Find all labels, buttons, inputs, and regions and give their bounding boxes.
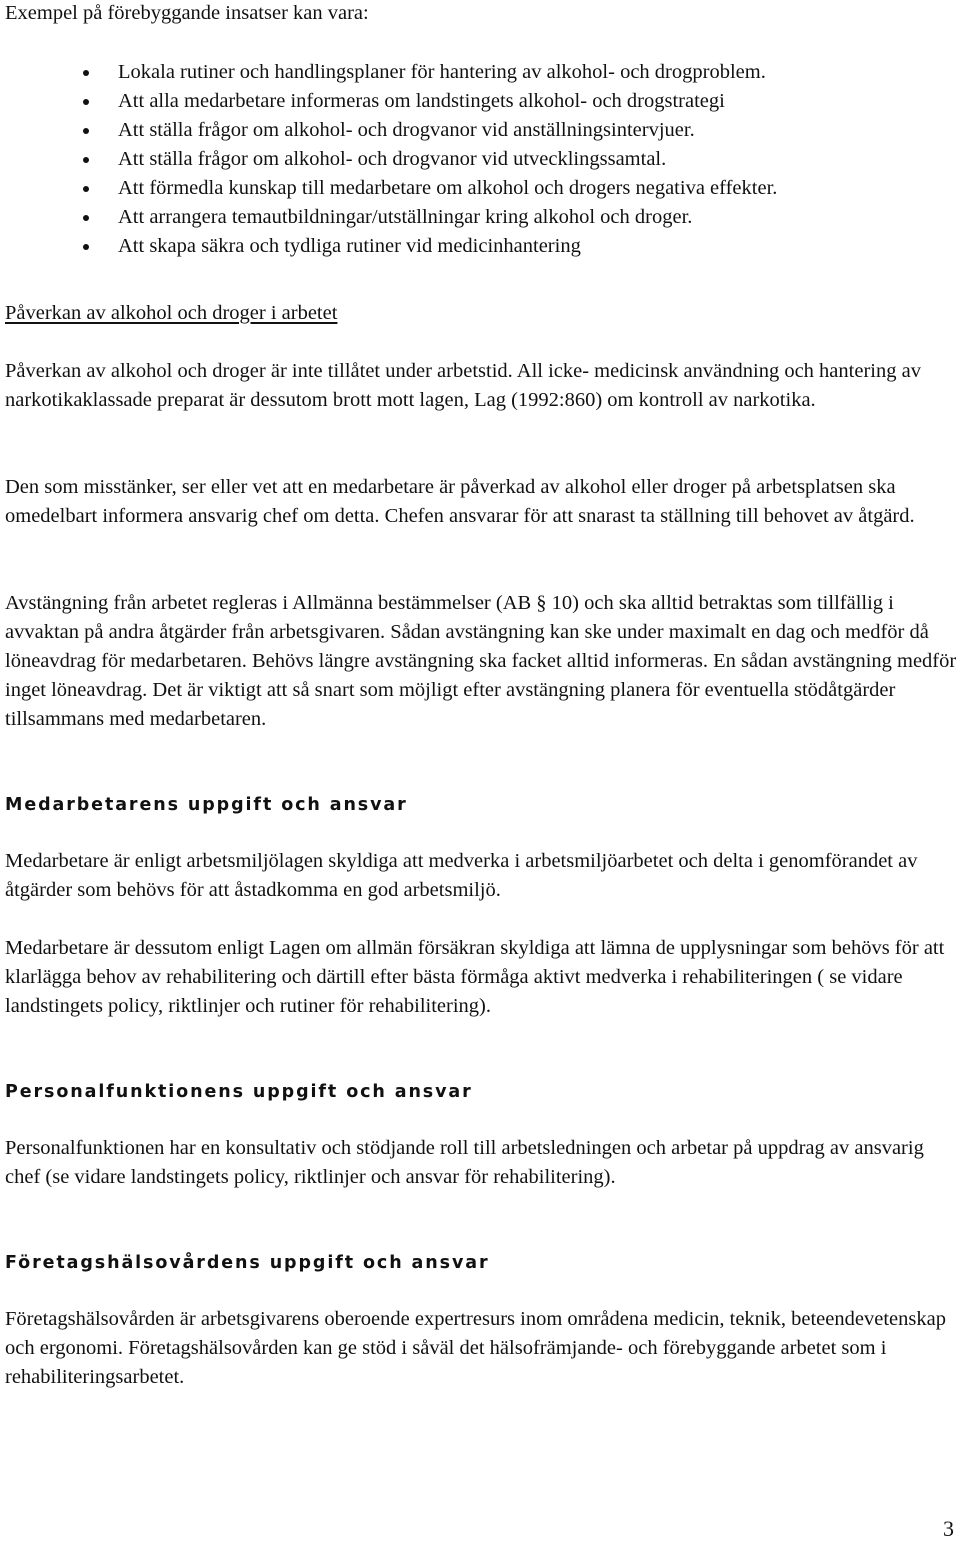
paragraph-employee-insurance: Medarbetare är dessutom enligt Lagen om allmän försäkran skyldiga att lämna de upplysningar som behövs för att klarlägga behov av rehabilitering och därtill efter bästa förmåga aktivt medverka i rehabiliteringen ( se vidare landstingets policy, riktlinjer och rutiner för rehabilitering). [5,937,945,1017]
list-item-text: Lokala rutiner och handlingsplaner för hantering av alkohol- och drogproblem. [118,61,766,83]
list-item-text: Att skapa säkra och tydliga rutiner vid medicinhantering [118,235,581,257]
list-item-text: Att ställa frågor om alkohol- och drogvanor vid utvecklingssamtal. [118,148,667,170]
paragraph-personnel: Personalfunktionen har en konsultativ och stödjande roll till arbetsledningen och arbetar på uppdrag av ansvarig chef (se vidare landstingets policy, riktlinjer och ansvar för rehabilitering). [5,1137,924,1188]
paragraph-influence-rules: Påverkan av alkohol och droger är inte tillåtet under arbetstid. All icke- medicinsk användning och hantering av narkotikaklassade preparat är dessutom brott mott lagen, Lag (1992:860) om kontroll av narkotika. [5,360,921,411]
list-item-text: Att alla medarbetare informeras om landstingets alkohol- och drogstrategi [118,90,725,112]
list-item [5,116,957,145]
page-number: 3 [943,1516,954,1541]
bullet-icon [83,215,89,221]
section-heading-influence: Påverkan av alkohol och droger i arbetet [5,302,338,324]
bullet-icon [83,244,89,250]
list-item-text: Att arrangera temautbildningar/utställningar kring alkohol och droger. [118,206,693,228]
prevention-list [5,58,957,261]
list-item [5,58,957,87]
paragraph-employee-duty: Medarbetare är enligt arbetsmiljölagen skyldiga att medverka i arbetsmiljöarbetet och delta i genomförandet av åtgärder som behövs för att åstadkomma en god arbetsmiljö. [5,850,918,901]
bullet-icon [83,99,89,105]
list-item [5,232,957,261]
list-item-text: Att förmedla kunskap till medarbetare om alkohol och drogers negativa effekter. [118,177,778,199]
paragraph-occupational-health: Företagshälsovården är arbetsgivarens oberoende expertresurs inom områdena medicin, teknik, beteendevetenskap och ergonomi. Företagshälsovården kan ge stöd i såväl det hälsofrämjande- och förebyggande arbetet som i rehabiliteringsarbetet. [5,1308,946,1388]
bullet-icon [83,70,89,76]
section-heading-occupational-health: Företagshälsovårdens uppgift och ansvar [5,1253,490,1273]
list-item [5,203,957,232]
intro-text: Exempel på förebyggande insatser kan vara: [5,2,369,24]
section-heading-personnel: Personalfunktionens uppgift och ansvar [5,1082,473,1102]
list-item-text: Att ställa frågor om alkohol- och drogvanor vid anställningsintervjuer. [118,119,695,141]
list-item [5,174,957,203]
list-item [5,145,957,174]
paragraph-suspension: Avstängning från arbetet regleras i Allmänna bestämmelser (AB § 10) och ska alltid betraktas som tillfällig i avvaktan på andra åtgärder från arbetsgivaren. Sådan avstängning kan ske under maximalt en dag och medför då löneavdrag för medarbetaren. Behövs längre avstängning ska facket alltid informeras. En sådan avstängning medför inget löneavdrag. Det är viktigt att så snart som möjligt efter avstängning planera för eventuella stödåtgärder tillsammans med medarbetaren. [5,592,957,730]
bullet-icon [83,186,89,192]
bullet-icon [83,157,89,163]
paragraph-reporting: Den som misstänker, ser eller vet att en medarbetare är påverkad av alkohol eller droger på arbetsplatsen ska omedelbart informera ansvarig chef om detta. Chefen ansvarar för att snarast ta ställning till behovet av åtgärd. [5,476,915,527]
section-heading-employee: Medarbetarens uppgift och ansvar [5,795,408,815]
bullet-icon [83,128,89,134]
list-item [5,87,957,116]
